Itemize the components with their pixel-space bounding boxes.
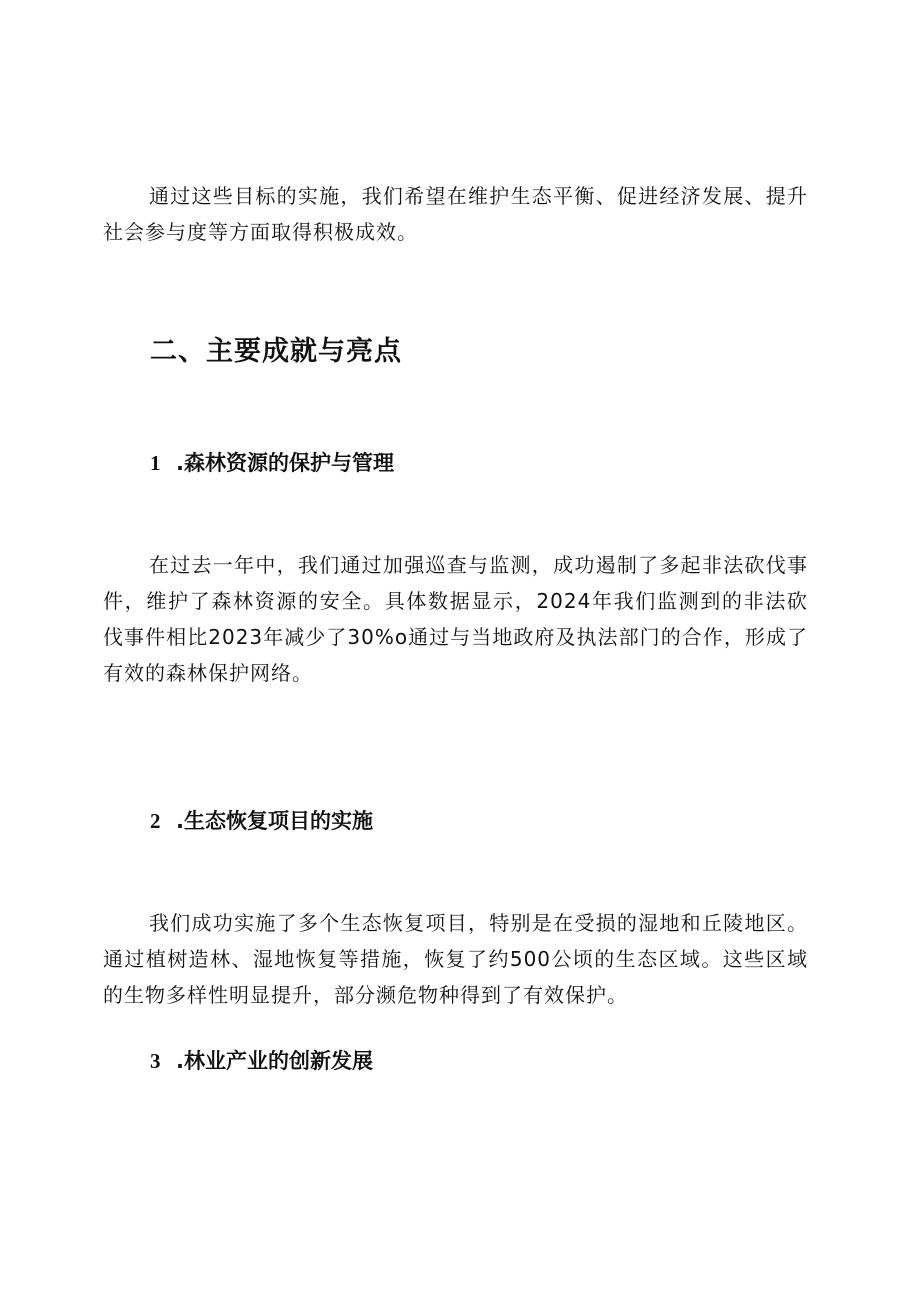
subheading-title: .森林资源的保护与管理 (176, 451, 394, 475)
subheading-title: .林业产业的创新发展 (176, 1049, 373, 1073)
section-heading: 二、主要成就与亮点 (150, 336, 402, 367)
subheading-3 (150, 1046, 373, 1076)
intro-paragraph: 通过这些目标的实施，我们希望在维护生态平衡、促进经济发展、提升社会参与度等方面取得积极成效。 (103, 184, 808, 244)
subheading-number: 1 (150, 451, 161, 475)
subheading-title: .生态恢复项目的实施 (176, 809, 373, 833)
forest-protection-paragraph: 在过去一年中，我们通过加强巡查与监测，成功遏制了多起非法砍伐事件，维护了森林资源的安全。具体数据显示，2024年我们监测到的非法砍伐事件相比2023年减少了30%o通过与当地政府及执法部门的合作，形成了有效的森林保护网络。 (103, 553, 808, 685)
subheading-1 (150, 448, 394, 478)
subheading-number: 2 (150, 809, 161, 833)
eco-restoration-paragraph: 我们成功实施了多个生态恢复项目，特别是在受损的湿地和丘陵地区。通过植树造林、湿地恢复等措施，恢复了约500公顷的生态区域。这些区域的生物多样性明显提升，部分濒危物种得到了有效保护。 (103, 911, 808, 1007)
subheading-2 (150, 806, 373, 836)
subheading-number: 3 (150, 1049, 161, 1073)
